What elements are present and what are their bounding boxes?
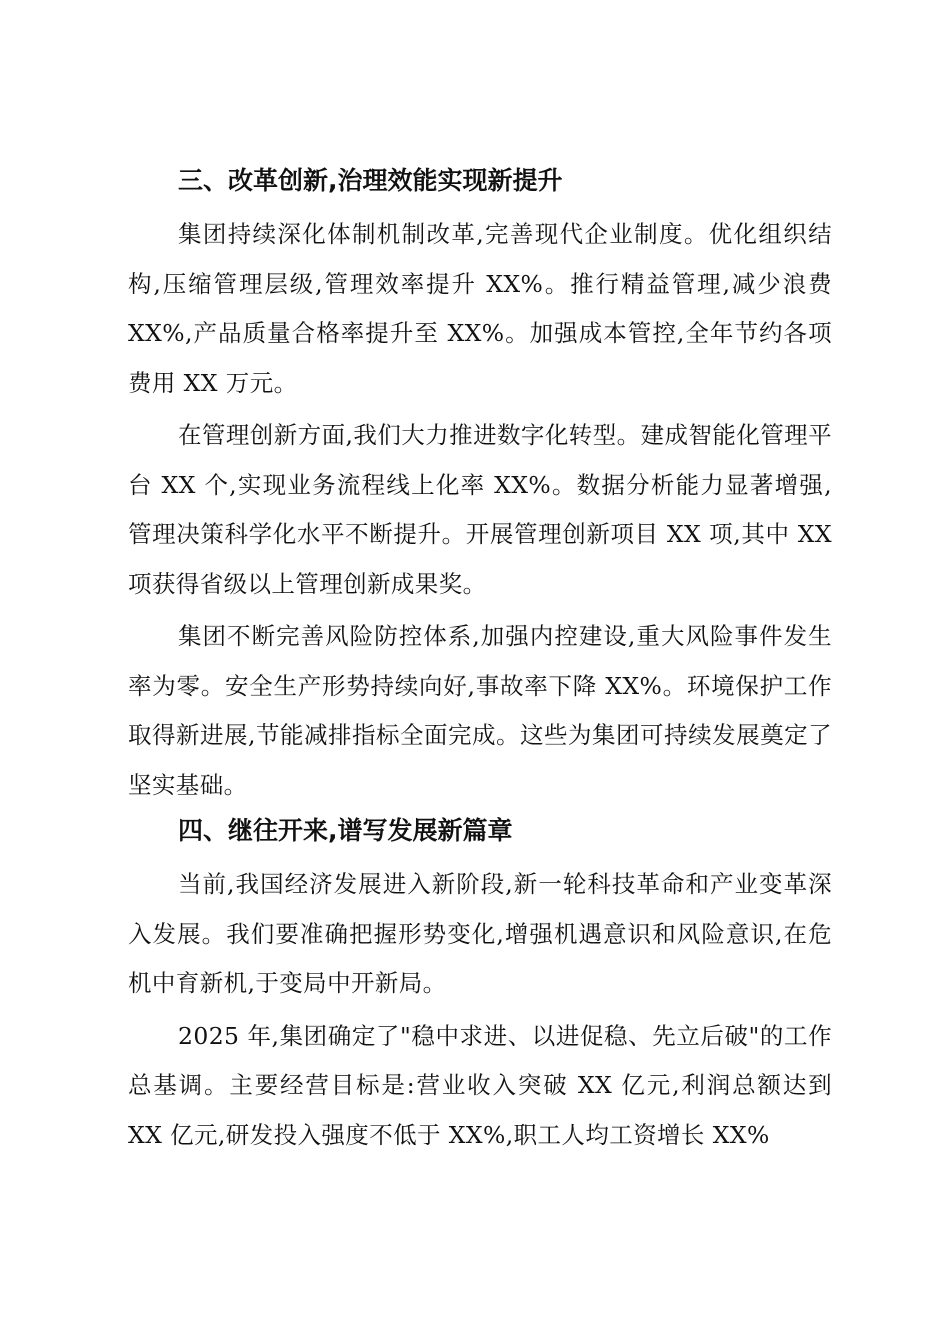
paragraph-2025-targets: 2025 年,集团确定了"稳中求进、以进促稳、先立后破"的工作总基调。主要经营目标是:营业收入突破 XX 亿元,利润总额达到 XX 亿元,研发投入强度不低于 XX%,职工人均工资增长 XX% <box>128 1021 832 1149</box>
paragraph-risk-control: 集团不断完善风险防控体系,加强内控建设,重大风险事件发生率为零。安全生产形势持续向好,事故率下降 XX%。环境保护工作取得新进展,节能减排指标全面完成。这些为集团可持续发展奠定了坚实基础。 <box>128 622 832 799</box>
document-body <box>128 162 832 1160</box>
paragraph-management-innovation: 在管理创新方面,我们大力推进数字化转型。建成智能化管理平台 XX 个,实现业务流程线上化率 XX%。数据分析能力显著增强,管理决策科学化水平不断提升。开展管理创新项目 XX 项,其中 XX 项获得省级以上管理创新成果奖。 <box>128 421 832 598</box>
section-heading-3: 三、改革创新,治理效能实现新提升 <box>178 166 563 195</box>
paragraph-current-situation: 当前,我国经济发展进入新阶段,新一轮科技革命和产业变革深入发展。我们要准确把握形势变化,增强机遇意识和风险意识,在危机中育新机,于变局中开新局。 <box>128 870 832 997</box>
section-heading-4: 四、继往开来,谱写发展新篇章 <box>178 816 513 845</box>
paragraph-reform: 集团持续深化体制机制改革,完善现代企业制度。优化组织结构,压缩管理层级,管理效率提升 XX%。推行精益管理,减少浪费 XX%,产品质量合格率提升至 XX%。加强成本管控,全年节约各项费用 XX 万元。 <box>128 220 832 397</box>
